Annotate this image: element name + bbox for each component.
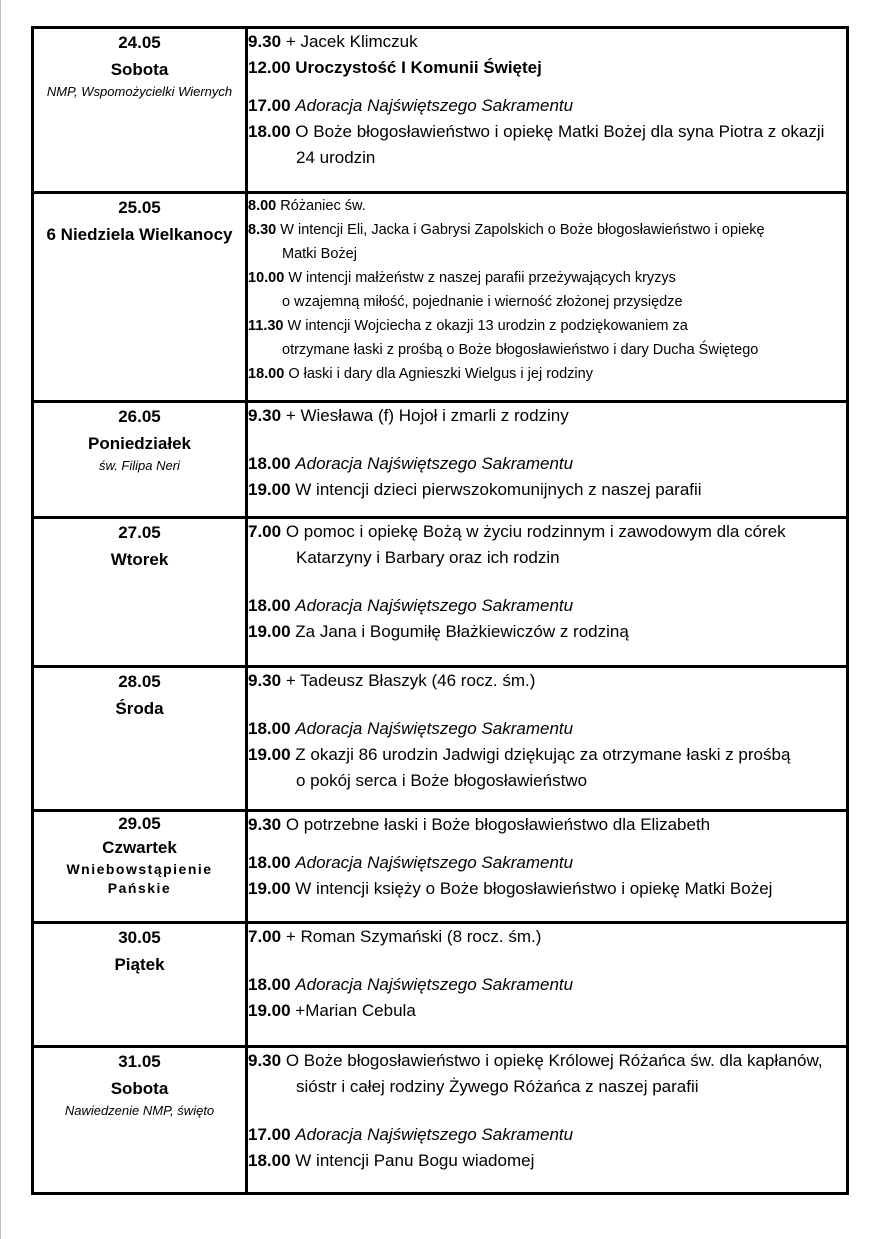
mass-time: 9.30 [248, 406, 282, 425]
mass-intention: O Boże błogosławieństwo i opiekę Matki Bożej dla syna Piotra z okazji [295, 122, 825, 141]
mass-time: 8.30 [248, 222, 277, 238]
mass-time: 18.00 [248, 719, 291, 738]
mass-time: 19.00 [248, 480, 291, 499]
day-name: 6 Niedziela Wielkanocy [46, 225, 233, 244]
mass-time: 18.00 [248, 596, 291, 615]
mass-time: 18.00 [248, 366, 285, 382]
day-cell [33, 402, 247, 518]
intentions-cell [247, 28, 848, 193]
day-cell [33, 811, 247, 923]
mass-entry [248, 1148, 846, 1174]
mass-entry [248, 362, 846, 386]
day-name: Piątek [114, 955, 165, 974]
mass-time: 19.00 [248, 745, 291, 764]
mass-time: 11.30 [248, 318, 284, 334]
day-cell [33, 518, 247, 667]
mass-intention: + Roman Szymański (8 rocz. śm.) [285, 927, 542, 946]
mass-intention: Adoracja Najświętszego Sakramentu [295, 1125, 574, 1144]
day-cell [33, 28, 247, 193]
mass-time: 18.00 [248, 853, 291, 872]
day-feast: Wniebowstąpienie Pańskie [66, 861, 213, 896]
day-date: 25.05 [118, 198, 161, 217]
mass-intention: W intencji małżeństw z naszej parafii przeżywających kryzys [288, 270, 676, 286]
day-feast: Nawiedzenie NMP, święto [64, 1103, 215, 1118]
day-name: Środa [115, 699, 164, 718]
day-row [33, 923, 848, 1047]
mass-entry [248, 55, 846, 81]
intentions-cell [247, 193, 848, 402]
intentions-cell [247, 402, 848, 518]
mass-entry [248, 924, 846, 950]
day-date: 26.05 [118, 407, 161, 426]
mass-entry [248, 850, 846, 876]
mass-intention: Adoracja Najświętszego Sakramentu [295, 96, 574, 115]
mass-intention-continued: Matki Bożej [282, 246, 357, 262]
mass-intention: Różaniec św. [280, 198, 366, 214]
mass-time: 7.00 [248, 522, 282, 541]
page-left-edge [0, 0, 1, 1239]
day-name: Sobota [110, 60, 169, 79]
day-feast: św. Filipa Neri [99, 458, 180, 473]
mass-time: 9.30 [248, 1051, 282, 1070]
day-date: 31.05 [118, 1052, 161, 1071]
mass-intention: W intencji Wojciecha z okazji 13 urodzin z podziękowaniem za [287, 318, 688, 334]
intentions-cell [247, 923, 848, 1047]
day-row [33, 1047, 848, 1194]
intentions-cell [247, 1047, 848, 1194]
mass-entry [248, 29, 846, 55]
mass-entry [248, 119, 846, 171]
mass-time: 9.30 [248, 32, 282, 51]
mass-intention: O łaski i dary dla Agnieszki Wielgus i jej rodziny [288, 366, 593, 382]
mass-intention: W intencji Eli, Jacka i Gabrysi Zapolskich o Boże błogosławieństwo i opiekę [280, 222, 765, 238]
mass-entry [248, 876, 846, 902]
mass-entry [248, 812, 846, 838]
day-cell [33, 923, 247, 1047]
mass-time: 18.00 [248, 1151, 291, 1170]
day-date: 30.05 [118, 928, 161, 947]
day-cell [33, 667, 247, 811]
intentions-cell [247, 667, 848, 811]
mass-intention: Z okazji 86 urodzin Jadwigi dziękując za otrzymane łaski z prośbą [295, 745, 791, 764]
mass-time: 9.30 [248, 815, 282, 834]
mass-entry [248, 972, 846, 998]
mass-time: 12.00 [248, 58, 291, 77]
mass-entry [248, 93, 846, 119]
mass-intention-continued: o wzajemną miłość, pojednanie i wierność złożonej przysiędze [282, 294, 683, 310]
mass-intention: Uroczystość I Komunii Świętej [295, 58, 542, 77]
mass-entry [248, 593, 846, 619]
mass-entry [248, 742, 846, 794]
mass-time: 19.00 [248, 1001, 291, 1020]
mass-time: 18.00 [248, 122, 291, 141]
mass-entry [248, 998, 846, 1024]
mass-entry [248, 1048, 846, 1100]
day-cell [33, 1047, 247, 1194]
mass-intention-continued: 24 urodzin [296, 148, 376, 167]
mass-intention: W intencji księży o Boże błogosławieństwo i opiekę Matki Bożej [295, 879, 773, 898]
day-row [33, 518, 848, 667]
mass-intention: Adoracja Najświętszego Sakramentu [295, 719, 574, 738]
mass-entry [248, 619, 846, 645]
mass-entry [248, 477, 846, 503]
mass-entry [248, 1122, 846, 1148]
mass-intention-continued: Katarzyny i Barbary oraz ich rodzin [296, 548, 560, 567]
mass-intention: W intencji Panu Bogu wiadomej [295, 1151, 535, 1170]
mass-entry [248, 519, 846, 571]
day-date: 24.05 [118, 33, 161, 52]
mass-intention: + Jacek Klimczuk [285, 32, 418, 51]
intentions-cell [247, 811, 848, 923]
mass-time: 18.00 [248, 454, 291, 473]
mass-intention: + Wiesława (f) Hojoł i zmarli z rodziny [285, 406, 569, 425]
day-name: Czwartek [102, 838, 177, 857]
mass-time: 19.00 [248, 879, 291, 898]
day-date: 29.05 [118, 814, 161, 833]
mass-intention: Adoracja Najświętszego Sakramentu [295, 596, 574, 615]
mass-entry [248, 218, 846, 266]
mass-time: 10.00 [248, 270, 285, 286]
mass-intention: Adoracja Najświętszego Sakramentu [295, 975, 574, 994]
mass-entry [248, 668, 846, 694]
mass-intention: O Boże błogosławieństwo i opiekę Królowej Różańca św. dla kapłanów, [285, 1051, 823, 1070]
mass-intention: O pomoc i opiekę Bożą w życiu rodzinnym i zawodowym dla córek [285, 522, 786, 541]
mass-intention-continued: otrzymane łaski z prośbą o Boże błogosławieństwo i dary Ducha Świętego [282, 342, 759, 358]
day-name: Poniedziałek [88, 434, 191, 453]
mass-time: 9.30 [248, 671, 282, 690]
mass-intention-continued: o pokój serca i Boże błogosławieństwo [296, 771, 588, 790]
day-cell [33, 193, 247, 402]
mass-intention: Adoracja Najświętszego Sakramentu [295, 454, 574, 473]
mass-entry [248, 403, 846, 429]
mass-intention: +Marian Cebula [295, 1001, 416, 1020]
mass-time: 7.00 [248, 927, 282, 946]
day-date: 27.05 [118, 523, 161, 542]
mass-intention: Adoracja Najświętszego Sakramentu [295, 853, 574, 872]
mass-intention-continued: sióstr i całej rodziny Żywego Różańca z naszej parafii [296, 1077, 699, 1096]
day-name: Wtorek [110, 550, 169, 569]
mass-entry [248, 716, 846, 742]
mass-time: 17.00 [248, 1125, 291, 1144]
mass-time: 8.00 [248, 198, 277, 214]
mass-time: 18.00 [248, 975, 291, 994]
mass-time: 17.00 [248, 96, 291, 115]
mass-schedule-table [31, 26, 849, 1195]
intentions-cell [247, 518, 848, 667]
mass-intention: Za Jana i Bogumiłę Błażkiewiczów z rodziną [295, 622, 629, 641]
mass-entry [248, 194, 846, 218]
mass-time: 19.00 [248, 622, 291, 641]
mass-entry [248, 266, 846, 314]
day-row [33, 28, 848, 193]
day-row [33, 811, 848, 923]
day-row [33, 667, 848, 811]
mass-entry [248, 451, 846, 477]
day-feast: NMP, Wspomożycielki Wiernych [46, 84, 233, 99]
day-row [33, 402, 848, 518]
mass-intention: O potrzebne łaski i Boże błogosławieństwo dla Elizabeth [285, 815, 711, 834]
day-row [33, 193, 848, 402]
mass-intention: + Tadeusz Błaszyk (46 rocz. śm.) [285, 671, 536, 690]
day-name: Sobota [110, 1079, 169, 1098]
mass-intention: W intencji dzieci pierwszokomunijnych z naszej parafii [295, 480, 702, 499]
mass-entry [248, 314, 846, 362]
day-date: 28.05 [118, 672, 161, 691]
